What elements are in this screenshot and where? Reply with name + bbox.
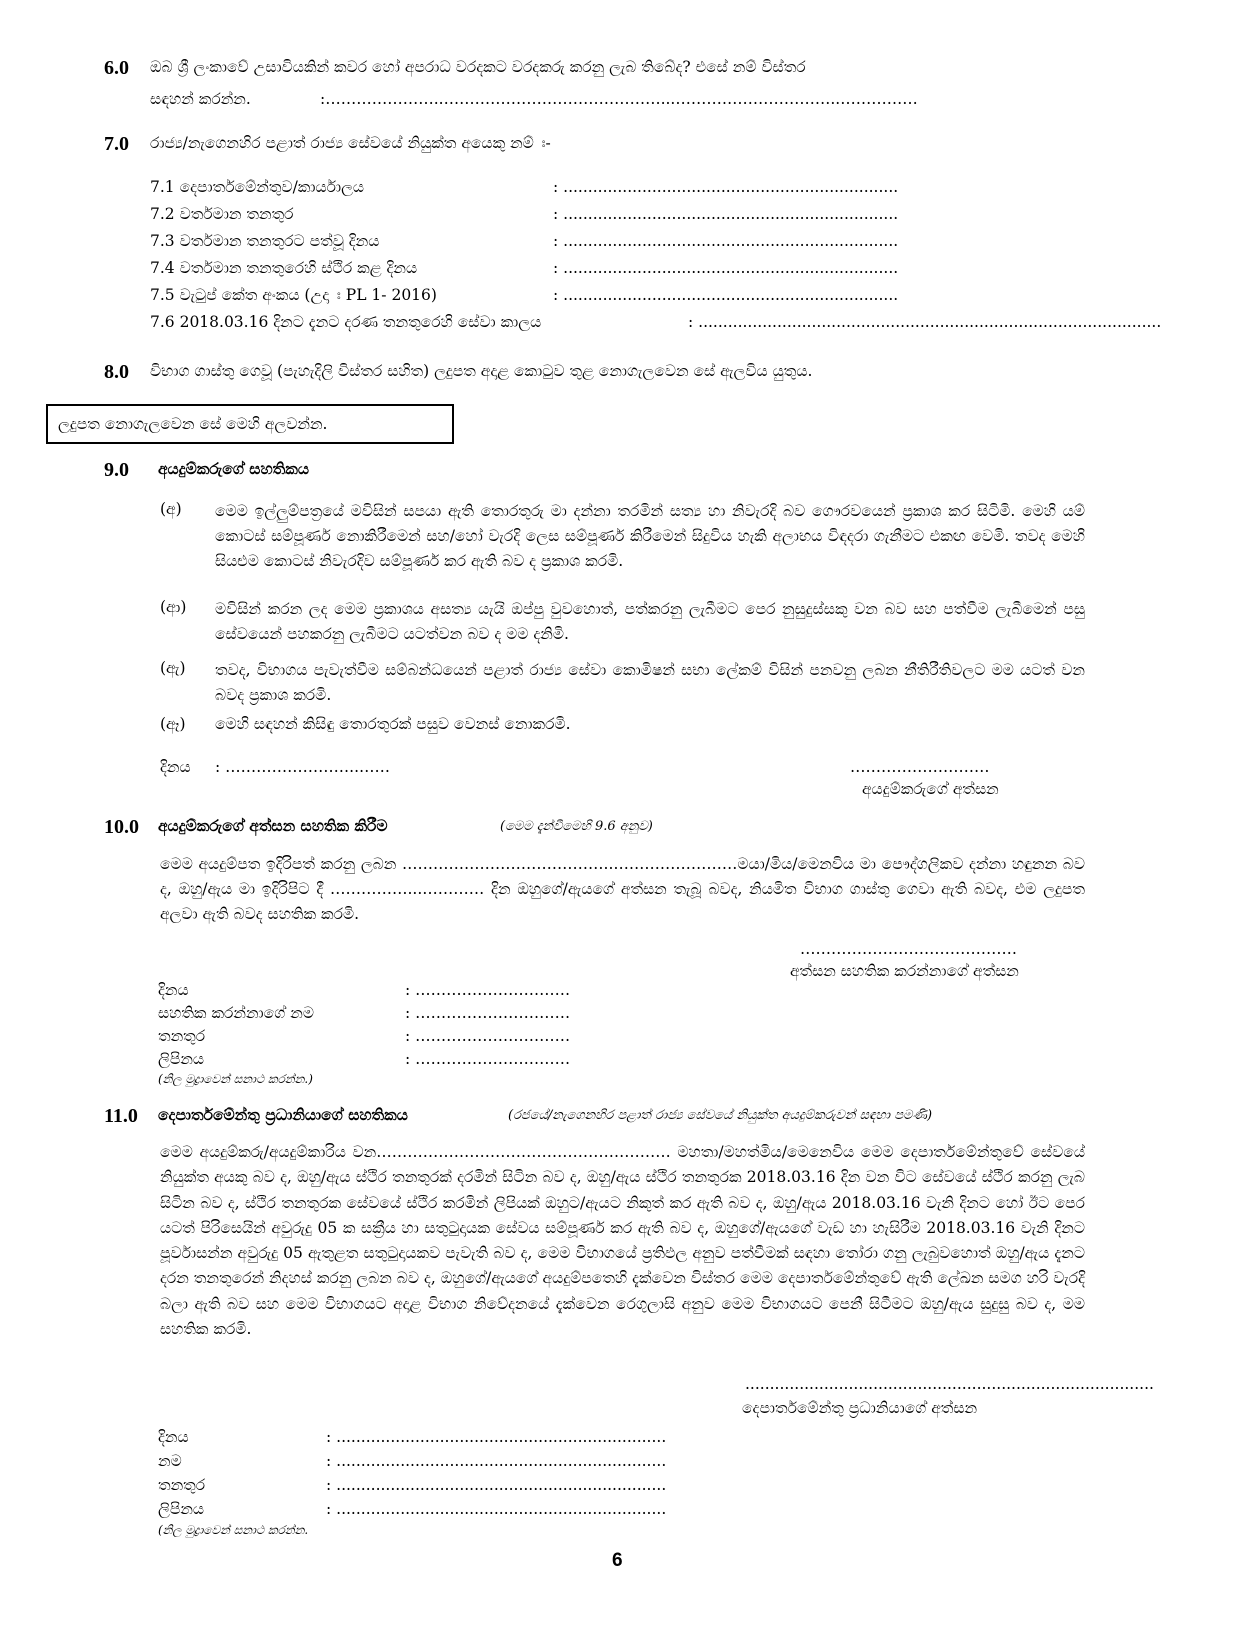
- section-10-field-post-label: තනතුර: [158, 1027, 206, 1045]
- section-9-signature-label: අයදුම්කරුගේ අත්සන: [862, 780, 999, 798]
- field-7-4-dots: : ....................................................................: [553, 259, 899, 277]
- declaration-a-text: මෙම ඉල්ලුම්පත්‍රයේ මවිසින් සපයා ඇති තොරතුරු මා දන්නා තරමින් සත්‍ය හා නිවැරදි බව ගෞරවයෙන් ප්‍රකාශ කර සිටිමි. මෙහි යම් කොටස් සම්පූර්ණ නොකිරීමෙන් සහ/හෝ වැරදි ලෙස සම්පූර්ණ කිරීමෙන් සිදුවිය හැකි අලාභය විඳදරා ගැනීමට එකඟ වෙමි. තවද මෙහි සියළුම කොටස් නිවැරදිව සම්පූර්ණ කර ඇති බව ද ප්‍රකාශ කරමි.: [215, 502, 1085, 570]
- section-10-seal-note: (නිල මුද්‍රාවෙන් සනාථ කරන්න.): [158, 1072, 313, 1086]
- section-10-signature-dots: ……………………………………: [800, 940, 1017, 958]
- section-10-field-post-dots: : …………………………: [405, 1027, 571, 1045]
- section-11-field-post-label: තනතුර: [158, 1476, 206, 1494]
- field-7-6-dots: : ..............................................................................................: [688, 313, 1162, 331]
- receipt-paste-box: [46, 404, 454, 444]
- section-11-note: (රජයේ/නැගෙනහිර පළාත් රාජ්‍ය සේවයේ නියුක්ත අයදුම්කරුවන් සඳහා පමණි): [508, 1108, 933, 1123]
- page-number: 6: [612, 1550, 623, 1571]
- field-7-4-label: 7.4 වර්තමාන තනතුරෙහි ස්ථිර කළ දිනය: [150, 259, 418, 277]
- section-11-number: 11.0: [104, 1105, 138, 1127]
- field-7-3-dots: : ....................................................................: [553, 232, 899, 250]
- section-9-number: 9.0: [104, 459, 129, 481]
- section-11-field-address-label: ලිපිනය: [158, 1500, 205, 1518]
- field-7-5-dots: : ....................................................................: [553, 286, 899, 304]
- section-11-paragraph: මෙම අයදුම්කරු/අයදුම්කාරිය වන………………………………………………… මහතා/මහත්මිය/මෙනෙවිය මෙම දෙපාර්තමේන්තුවේ සේවයේ නියුක්ත අයකු බව ද, ඔහු/ඇය ස්ථිර තනතුරක් දරමින් සිටින බව ද, ඔහු/ඇය ස්ථිර තනතුරක 2018.03.16 දින වන විට සේවයේ ස්ථිර කරනු ලැබ සිටින බව ද, ස්ථිර තනතුරක සේවයේ ස්ථිර කරමින් ලිපියක් ඔහුට/ඇයට නිකුත් කර ඇති බව ද, ඔහු/ඇය 2018.03.16 වැනි දිනට හෝ ඊට පෙර යටත් පිරිසෙයින් අවුරුදු 05 ක සක්‍රීය හා සතුටුදායක සේවය සම්පූර්ණ කර ඇති බව ද, ඔහුගේ/ඇයගේ වැඩ හා හැසිරීම 2018.03.16 වැනි දිනට පූර්වාසන්න අවුරුදු 05 ඇතුළත සතුටුදායකව පැවැති බව ද, මෙම විභාගයේ ප්‍රතිඵල අනුව පත්වීමක් සඳහා තෝරා ගනු ලැබුවහොත් ඔහු/ඇය දැනට දරන තනතුරෙන් නිදහස් කරනු ලබන බව ද, ඔහුගේ/ඇයගේ අයදුම්පතෙහි දැක්වෙන විස්තර මෙම දෙපාර්තමේන්තුවේ ඇති ලේඛන සමග හරි වැරදි බලා ඇති බව සහ මෙම විභාගයට අදාළ විභාග නිවේදනයේ දැක්වෙන රෙගුලාසි අනුව මෙම විභාගයට පෙනී සිටීමට ඔහු/ඇය සුදුසු බව ද, මම සහතික කරමි.: [160, 1143, 1085, 1339]
- section-10-field-name-dots: : …………………………: [405, 1004, 571, 1022]
- declaration-b-mark: (ආ): [160, 598, 187, 616]
- section-8-number: 8.0: [104, 361, 129, 383]
- section-11-heading: දෙපාර්තමේන්තු ප්‍රධානියාගේ සහතිකය: [158, 1105, 408, 1124]
- section-10-note: (මෙම දැන්වීමෙහි 9.6 අනුව): [500, 819, 653, 834]
- section-10-number: 10.0: [104, 816, 139, 838]
- section-9-date-label: දිනය: [160, 758, 191, 776]
- section-10-paragraph: මෙම අයදුම්පත ඉදිරිපත් කරනු ලබන …………………………………..……………………මයා/මිය/මෙනවිය මා පෞද්ගලිකව දන්නා හඳුනන බව ද, ඔහු/ඇය මා ඉදිරිපිට දී ……………...………… දින ඔහුගේ/ඇයගේ අත්සන තැබූ බවද, නියමිත විභාග ගාස්තු ගෙවා ඇති බවද, එම ලදුපත අලවා ඇති බවද සහතික කරමි.: [160, 855, 1085, 923]
- declaration-d-mark: (ඈ): [160, 715, 186, 733]
- section-10-field-date-dots: : …………………………: [405, 981, 571, 999]
- field-7-3-label: 7.3 වර්තමාන තනතුරට පත්වූ දිනය: [150, 232, 380, 250]
- section-11-seal-note: (නිල මුද්‍රාවෙන් සනාථ කරන්න.: [158, 1523, 309, 1537]
- field-7-5-label: 7.5 වැටුප් කේත අංකය (උදා ඃ PL 1- 2016): [150, 286, 437, 304]
- field-7-2-label: 7.2 වර්තමාන තනතුර: [150, 205, 294, 223]
- section-10-signature-label: අත්සන සහතික කරන්නාගේ අත්සන: [790, 962, 1019, 980]
- section-10-field-address-dots: : …………………………: [405, 1050, 571, 1068]
- section-10-field-name-label: සහතික කරන්නාගේ නම: [158, 1004, 314, 1022]
- field-7-6-label: 7.6 2018.03.16 දිනට දැනට දරණ තනතුරෙහි සේවා කාලය: [150, 313, 542, 331]
- field-7-1-label: 7.1 දෙපාර්තමේන්තුව/කාර්යාලය: [150, 178, 365, 196]
- section-10-field-address-label: ලිපිනය: [158, 1050, 205, 1068]
- section-8-text: විභාග ගාස්තු ගෙවූ (පැහැදිලි විස්තර සහිත) ලදුපත අදාළ කොටුව තුළ නොගැලවෙන සේ ඇලවිය යුතුය.: [150, 362, 813, 380]
- receipt-paste-box-label: ලදුපත නොගැලවෙන සේ මෙහි අලවන්න.: [58, 415, 328, 433]
- section-11-field-name-dots: : ...................................................................: [326, 1452, 667, 1470]
- section-11-field-name-label: නම: [158, 1452, 182, 1470]
- section-6-line2: සඳහන් කරන්න.: [150, 90, 251, 108]
- section-11-signature-label: දෙපාර්තමේන්තු ප්‍රධානියාගේ අත්සන: [742, 1399, 978, 1417]
- declaration-c-mark: (ඇ): [160, 659, 186, 677]
- section-7-number: 7.0: [104, 133, 129, 155]
- section-10-heading: අයදුම්කරුගේ අත්සන සහතික කිරීම: [158, 816, 388, 835]
- section-11-field-address-dots: : ...................................................................: [326, 1500, 667, 1518]
- section-6-line1: ඔබ ශ්‍රී ලංකාවේ උසාවියකින් කවර හෝ අපරාධ වරදකට වරදකරු කරනු ලැබ තිබේද? එසේ නම් විස්තර: [150, 58, 806, 76]
- section-9-signature-dots: ………………………: [850, 758, 990, 776]
- declaration-a-mark: (අ): [160, 500, 182, 518]
- declaration-b-text: මවිසින් කරන ලද මෙම ප්‍රකාශය අසත්‍ය යැයි ඔප්පු වුවහොත්, පත්කරනු ලැබීමට පෙර නුසුදුස්සකු වන බව සහ පත්වීම ලැබීමෙන් පසු සේවයෙන් පහකරනු ලැබීමට යටත්වන බව ද මම දනිමි.: [215, 600, 1085, 643]
- section-11-field-date-dots: : ...................................................................: [326, 1428, 667, 1446]
- declaration-c-text: තවද, විභාගය පැවැත්වීම සම්බන්ධයෙන් පළාත් රාජ්‍ය සේවා කොමිෂන් සභා ලේකම් විසින් පනවනු ලබන නීතිරීතිවලට මම යටත් වන බවද ප්‍රකාශ කරමි.: [215, 661, 1085, 704]
- declaration-d-text: මෙහි සඳහන් කිසිඳු තොරතුරක් පසුව වෙනස් නොකරමි.: [215, 715, 571, 733]
- section-9-date-dots: : ……………………..……: [215, 758, 391, 776]
- section-7-heading: රාජ්‍ය/නැගෙනහිර පළාත් රාජ්‍ය සේවයේ නියුක්ත අයෙකු නම් ඃ-: [150, 134, 551, 152]
- section-6-answer-dots: :…………………..……………………………………...…………………………..……………: [320, 90, 918, 108]
- section-9-heading: අයදුම්කරුගේ සහතිකය: [158, 459, 309, 478]
- section-11-field-post-dots: : ...................................................................: [326, 1476, 667, 1494]
- section-11-field-date-label: දිනය: [158, 1428, 189, 1446]
- field-7-1-dots: : ....................................................................: [553, 178, 899, 196]
- field-7-2-dots: : ....................................................................: [553, 205, 899, 223]
- section-6-number: 6.0: [104, 57, 129, 79]
- section-11-signature-dots: ...................................................................................: [745, 1375, 1154, 1393]
- section-10-field-date-label: දිනය: [158, 981, 189, 999]
